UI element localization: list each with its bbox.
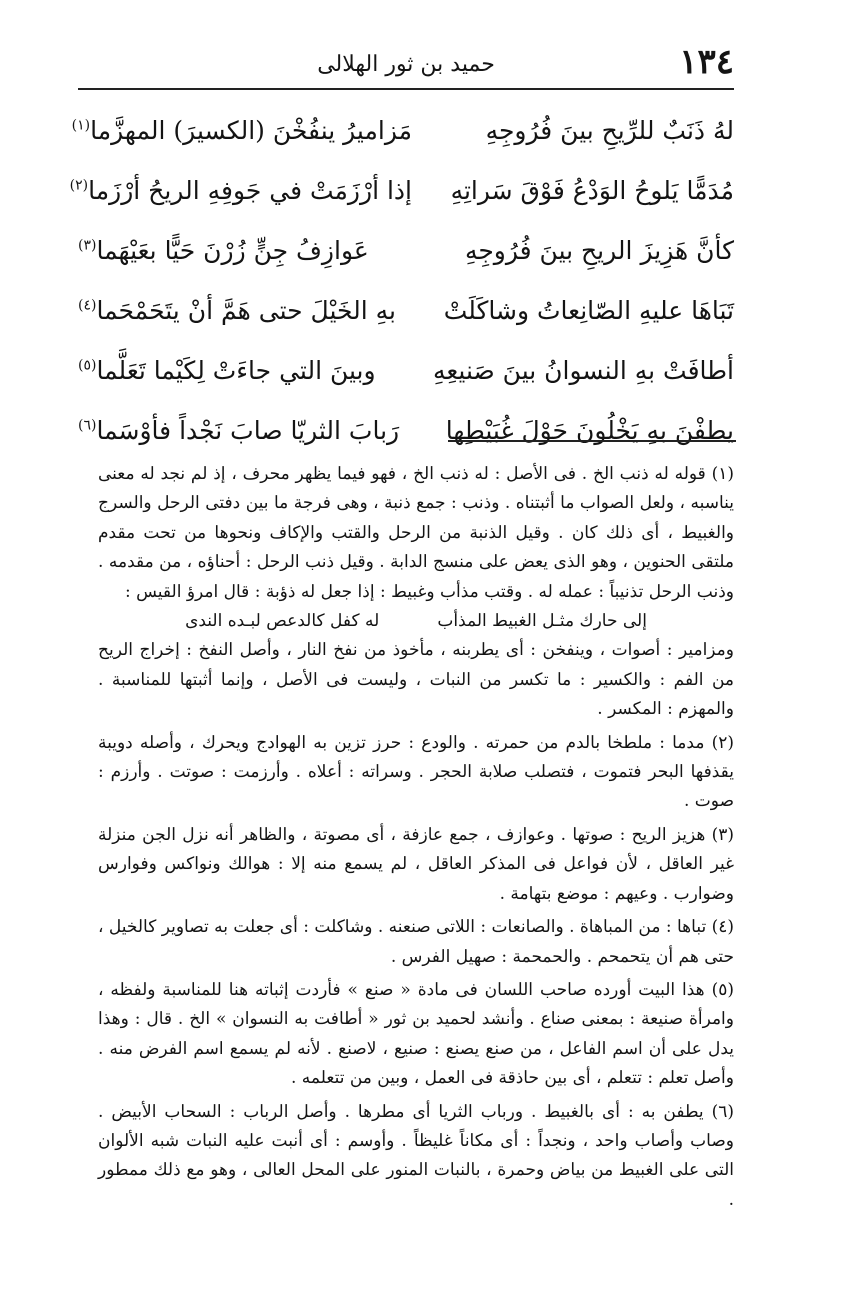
poem (69, 100, 734, 460)
footnote-ref: (٣) (78, 237, 97, 254)
footnote-text: (٥) هذا البيت أورده صاحب اللسان فى مادة « صنع » فأردت إثباته هنا للمناسبة ولفظه ، وامرأة صنيعة : بمعنى صناع . وأنشد لحميد بن ثور « أطافت به النسوان » الخ . قال : وهذا يدل على أن اسم الفاعل ، من صنع يصنع : صنيع ، لاصنع . لأنه لم يسمع اسم الفرض منه . وأصل تعلم : تتعلم ، أى بين حاذقة فى العمل ، وبين من تتعلمه . (98, 979, 734, 1089)
header-rule (78, 88, 734, 90)
second-hemistich-text: رَبابَ الثريّا صابَ نَجْداً فأوْسَما (96, 415, 400, 445)
footnote-text: (١) قوله له ذنب الخ . فى الأصل : له ذنب الخ ، فهو فيما يظهر محرف ، إذ لم نجد له معنى يناسبه ، ولعل الصواب ما أثبتناه . وذنب : جمع ذنبة ، وهى فرجة ما بين دفتى الرحل والسرج والغبيط ، أى ذلك كان . وقيل الذنبة من الرحل والقتب والإكاف ونحوها من تحت مقدم ملتقى الحنوين ، وهو الذى يعض على منسج الدابة . وقيل ذنب الرحل : أحناؤه ، من مقدمه . وذنب الرحل تذنيباً : عمله له . وقتب مذأب وغبيط : إذا جعل له ذؤبة : قال امرؤ القيس : (98, 464, 734, 602)
page-header (78, 40, 734, 88)
verse (78, 340, 734, 400)
footnote-ref: (٥) (78, 357, 97, 374)
second-hemistich-text: وبينَ التي جاءَتْ لِكَيْما تَعَلَّما (96, 355, 376, 385)
footnote-ref: (٤) (78, 297, 97, 314)
footnote-text: ومزامير : أصوات ، وينفخن : أى يطربنه ، مأخوذ من نفخ النار ، وأصل النفخ : إخراج الريح من الفم : والكسير : ما تكسر من النبات ، وليست فى الأصل ، وإنما أثبتها للمناسبة . والمهزم : المكسر . (98, 640, 734, 720)
footnote-2 (98, 729, 734, 817)
footnotes (98, 460, 734, 1219)
verse-second-hemistich (71, 115, 412, 145)
verse (78, 280, 734, 340)
footnote-text: (٦) يطفن به : أى بالغبيط . ورباب الثريا أى مطرها . وأصل الرباب : السحاب الأبيض . وصاب وأصاب واحد ، ونجداً : أى مكاناً غليظاً . وأوسم : أى أنبت عليه النبات شبه الألوان التى على الغبيط من بياض وحمرة ، بالنبات المنور على المحل العالى ، وهو مع ذلك ممطور . (98, 1101, 734, 1210)
verse-second-hemistich (78, 416, 412, 445)
footnote-5 (98, 976, 734, 1094)
second-hemistich-text: مَزاميرُ ينفُخْنَ (الكسيرَ) المهزَّما (90, 115, 412, 145)
verse-first-hemistich: مُدَمًّا يَلوحُ الوَدْعُ فَوْقَ سَراتِهِ (450, 175, 734, 205)
verse (71, 100, 734, 160)
footnote-3 (98, 821, 734, 909)
second-hemistich-text: بهِ الخَيْلَ حتى هَمَّ أنْ يتَحَمْحَما (96, 295, 397, 325)
quoted-first-hemistich: له كفل كالدعص لبـده الندى (185, 611, 380, 632)
footnote-separator (448, 440, 736, 442)
verse-second-hemistich (69, 175, 412, 205)
footnote-ref: (٦) (78, 417, 97, 434)
verse-second-hemistich (78, 236, 412, 265)
verse-second-hemistich (78, 296, 412, 325)
quoted-second-hemistich: إلى حارك مثـل الغبيط المذأب (437, 611, 647, 632)
footnote-text: (٢) مدما : ملطخا بالدم من حمرته . والودع : حرز تزين به الهوادج ويحرك ، وأصله دويبة يقذفها البحر فتموت ، فتصلب صلابة الحجر . وسراته : أعلاه . وأرزمت : صوتت . وأرزم : صوت . (98, 732, 734, 812)
footnote-ref: (١) (71, 117, 91, 134)
verse-first-hemistich: يطفْنَ بهِ يَخْلُونَ حَوْلَ غُبَيْطِها (445, 415, 734, 445)
verse-first-hemistich: كأنَّ هَزِيزَ الريحِ بينَ فُرُوجِهِ (464, 235, 734, 265)
footnote-text: (٣) هزيز الريح : صوتها . وعوازف ، جمع عازفة ، أى مصوتة ، والظاهر أنه نزل الجن منزلة غير العاقل ، لأن فواعل فى المذكر العاقل ، لم يسمع منه إلا : هوالك ونواكس وفوارس وضوارب . وعيهم : موضع بتهامة . (98, 824, 734, 904)
footnote-1 (98, 460, 734, 725)
verse-first-hemistich: تَبَاهَا عليهِ الصّانِعاتُ وشاكَلَتْ (443, 295, 734, 325)
footnote-text: (٤) تباها : من المباهاة . والصانعات : اللاتى صنعنه . وشاكلت : أى جعلت به تصاوير كالخيل ، حتى هم أن يتحمحم . والحمحمة : صهيل الفرس . (98, 917, 734, 967)
footnote-ref: (٢) (69, 177, 89, 194)
running-head: حميد بن ثور الهلالى (317, 52, 495, 77)
verse-second-hemistich (78, 356, 412, 385)
verse (69, 160, 734, 220)
footnote-4 (98, 913, 734, 972)
verse-first-hemistich: أطافَتْ بهِ النسوانُ بينَ صَنيعِهِ (432, 355, 734, 385)
second-hemistich-text: إذا أرْزَمَتْ في جَوفِهِ الريحُ أرْزَما (88, 175, 412, 205)
footnote-6 (98, 1098, 734, 1216)
verse (78, 220, 734, 280)
verse (78, 400, 734, 460)
quoted-verse (156, 607, 676, 636)
verse-first-hemistich: لهُ ذَنَبٌ للرِّيحِ بينَ فُرُوجِهِ (485, 115, 734, 145)
second-hemistich-text: عَوازِفُ جِنٍّ زُرْنَ حَيًّا بعَيْهَما (96, 235, 369, 265)
page-number: ١٣٤ (679, 42, 734, 82)
